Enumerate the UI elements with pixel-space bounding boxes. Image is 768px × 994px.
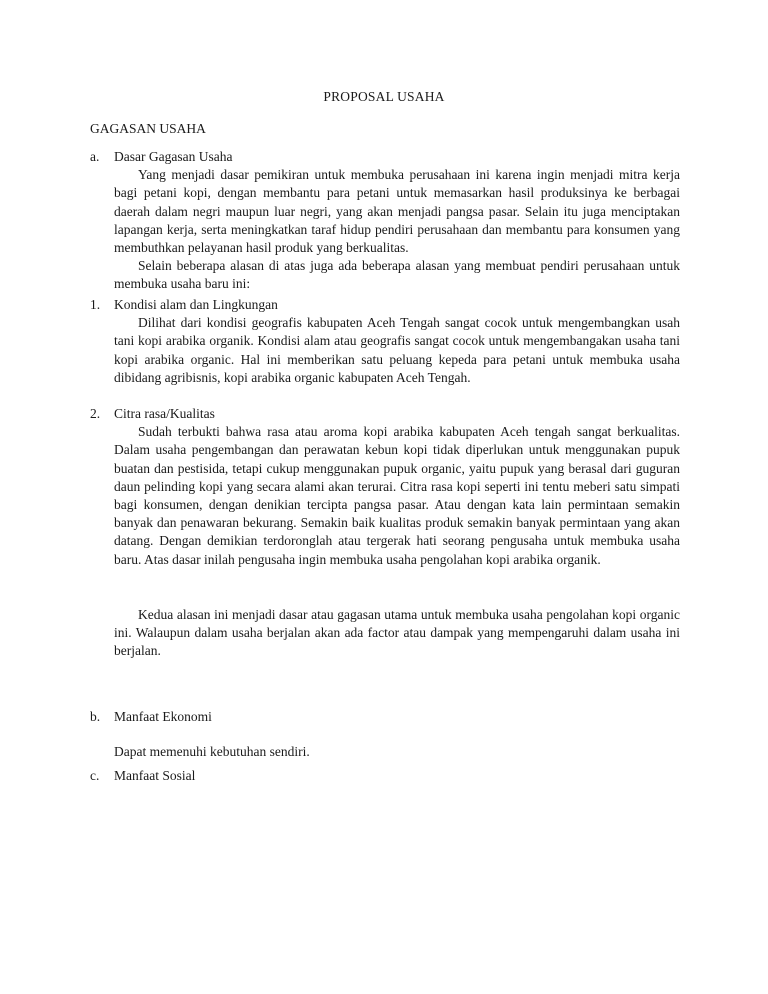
- paragraph: Yang menjadi dasar pemikiran untuk membuka perusahaan ini karena ingin menjadi mitra kerja bagi petani kopi, dengan membantu para petani untuk memasarkan hasil produksinya ke berbagai daerah dalam negri maupun luar negri, yang akan menjadi pangsa pasar. Selain itu juga menciptakan lapangan kerja, serta meningkatkan taraf hidup pendiri perusahaan dan membantu para konsumen yang membuthkan pelayanan hasil produk yang berkualitas.: [114, 167, 680, 256]
- section-b-label: [90, 708, 680, 726]
- item-1-title: Kondisi alam dan Lingkungan: [114, 297, 278, 312]
- section-a-label: [90, 148, 680, 166]
- item-1-body: [114, 314, 680, 387]
- section-heading: GAGASAN USAHA: [90, 121, 206, 136]
- paragraph: Sudah terbukti bahwa rasa atau aroma kopi arabika kabupaten Aceh tengah sangat berkualitas. Dalam usaha pengembangan dan perawatan kebun kopi tidak diperlukan untuk menggunakan pupuk buatan dan pestisida, tetapi cukup menggunakan pupuk organic, yaitu pupuk yang berasal dari guguran daun pelinding kopi yang secara alami akan terurai. Citra rasa kopi seperti ini tentu meberi satu simpati bagi konsumen, dengan denikian tercipta pangsa pasar. Atau dengan kata lain permintaan semakin banyak dan penawaran bekurang. Semakin baik kualitas produk semakin banyak permintaan yang akan datang. Dengan demikian terdoronglah atau tergerak hati seorang pengusaha untuk membuka usaha baru. Atas dasar inilah pengusaha ingin membuka usaha pengolahan kopi arabika organik.: [114, 424, 680, 567]
- item-2-label: [90, 405, 680, 423]
- section-b-title: Manfaat Ekonomi: [114, 709, 212, 724]
- paragraph: Kedua alasan ini menjadi dasar atau gagasan utama untuk membuka usaha pengolahan kopi organic ini. Walaupun dalam usaha berjalan akan ada factor atau dampak yang mempengaruhi dalam usaha ini berjalan.: [114, 607, 680, 659]
- paragraph: Dilihat dari kondisi geografis kabupaten Aceh Tengah sangat cocok untuk mengembangkan usah tani kopi arabika organik. Kondisi alam atau geografis sangat cocok untuk mengembangakan usaha tani kopi arabika organic. Hal ini memberikan satu peluang kepeda para petani untuk membuka usaha dibidang agribisnis, kopi arabika organic kabupaten Aceh Tengah.: [114, 315, 680, 385]
- item-2-marker: 2.: [90, 406, 101, 421]
- section-a-title: Dasar Gagasan Usaha: [114, 149, 233, 164]
- section-c-label: [90, 767, 680, 785]
- closing-body: [114, 606, 680, 661]
- paragraph: Selain beberapa alasan di atas juga ada beberapa alasan yang membuat pendiri perusahaan untuk membuka usaha baru ini:: [114, 258, 680, 292]
- item-1-marker: 1.: [90, 297, 101, 312]
- item-2-title: Citra rasa/Kualitas: [114, 406, 215, 421]
- item-1-label: [90, 296, 680, 314]
- item-2-body: [114, 423, 680, 569]
- closing: [90, 606, 680, 661]
- section-a-body: [114, 166, 680, 293]
- section-b: [90, 708, 680, 761]
- section-c-marker: c.: [90, 768, 100, 783]
- section-a-marker: a.: [90, 149, 100, 164]
- item-1: [90, 296, 680, 387]
- section-b-marker: b.: [90, 709, 101, 724]
- section-c-title: Manfaat Sosial: [114, 768, 196, 783]
- item-2: [90, 405, 680, 569]
- section-c: [90, 767, 680, 785]
- section-b-text: Dapat memenuhi kebutuhan sendiri.: [114, 744, 310, 760]
- document-title: PROPOSAL USAHA: [323, 89, 445, 104]
- section-a: [90, 148, 680, 294]
